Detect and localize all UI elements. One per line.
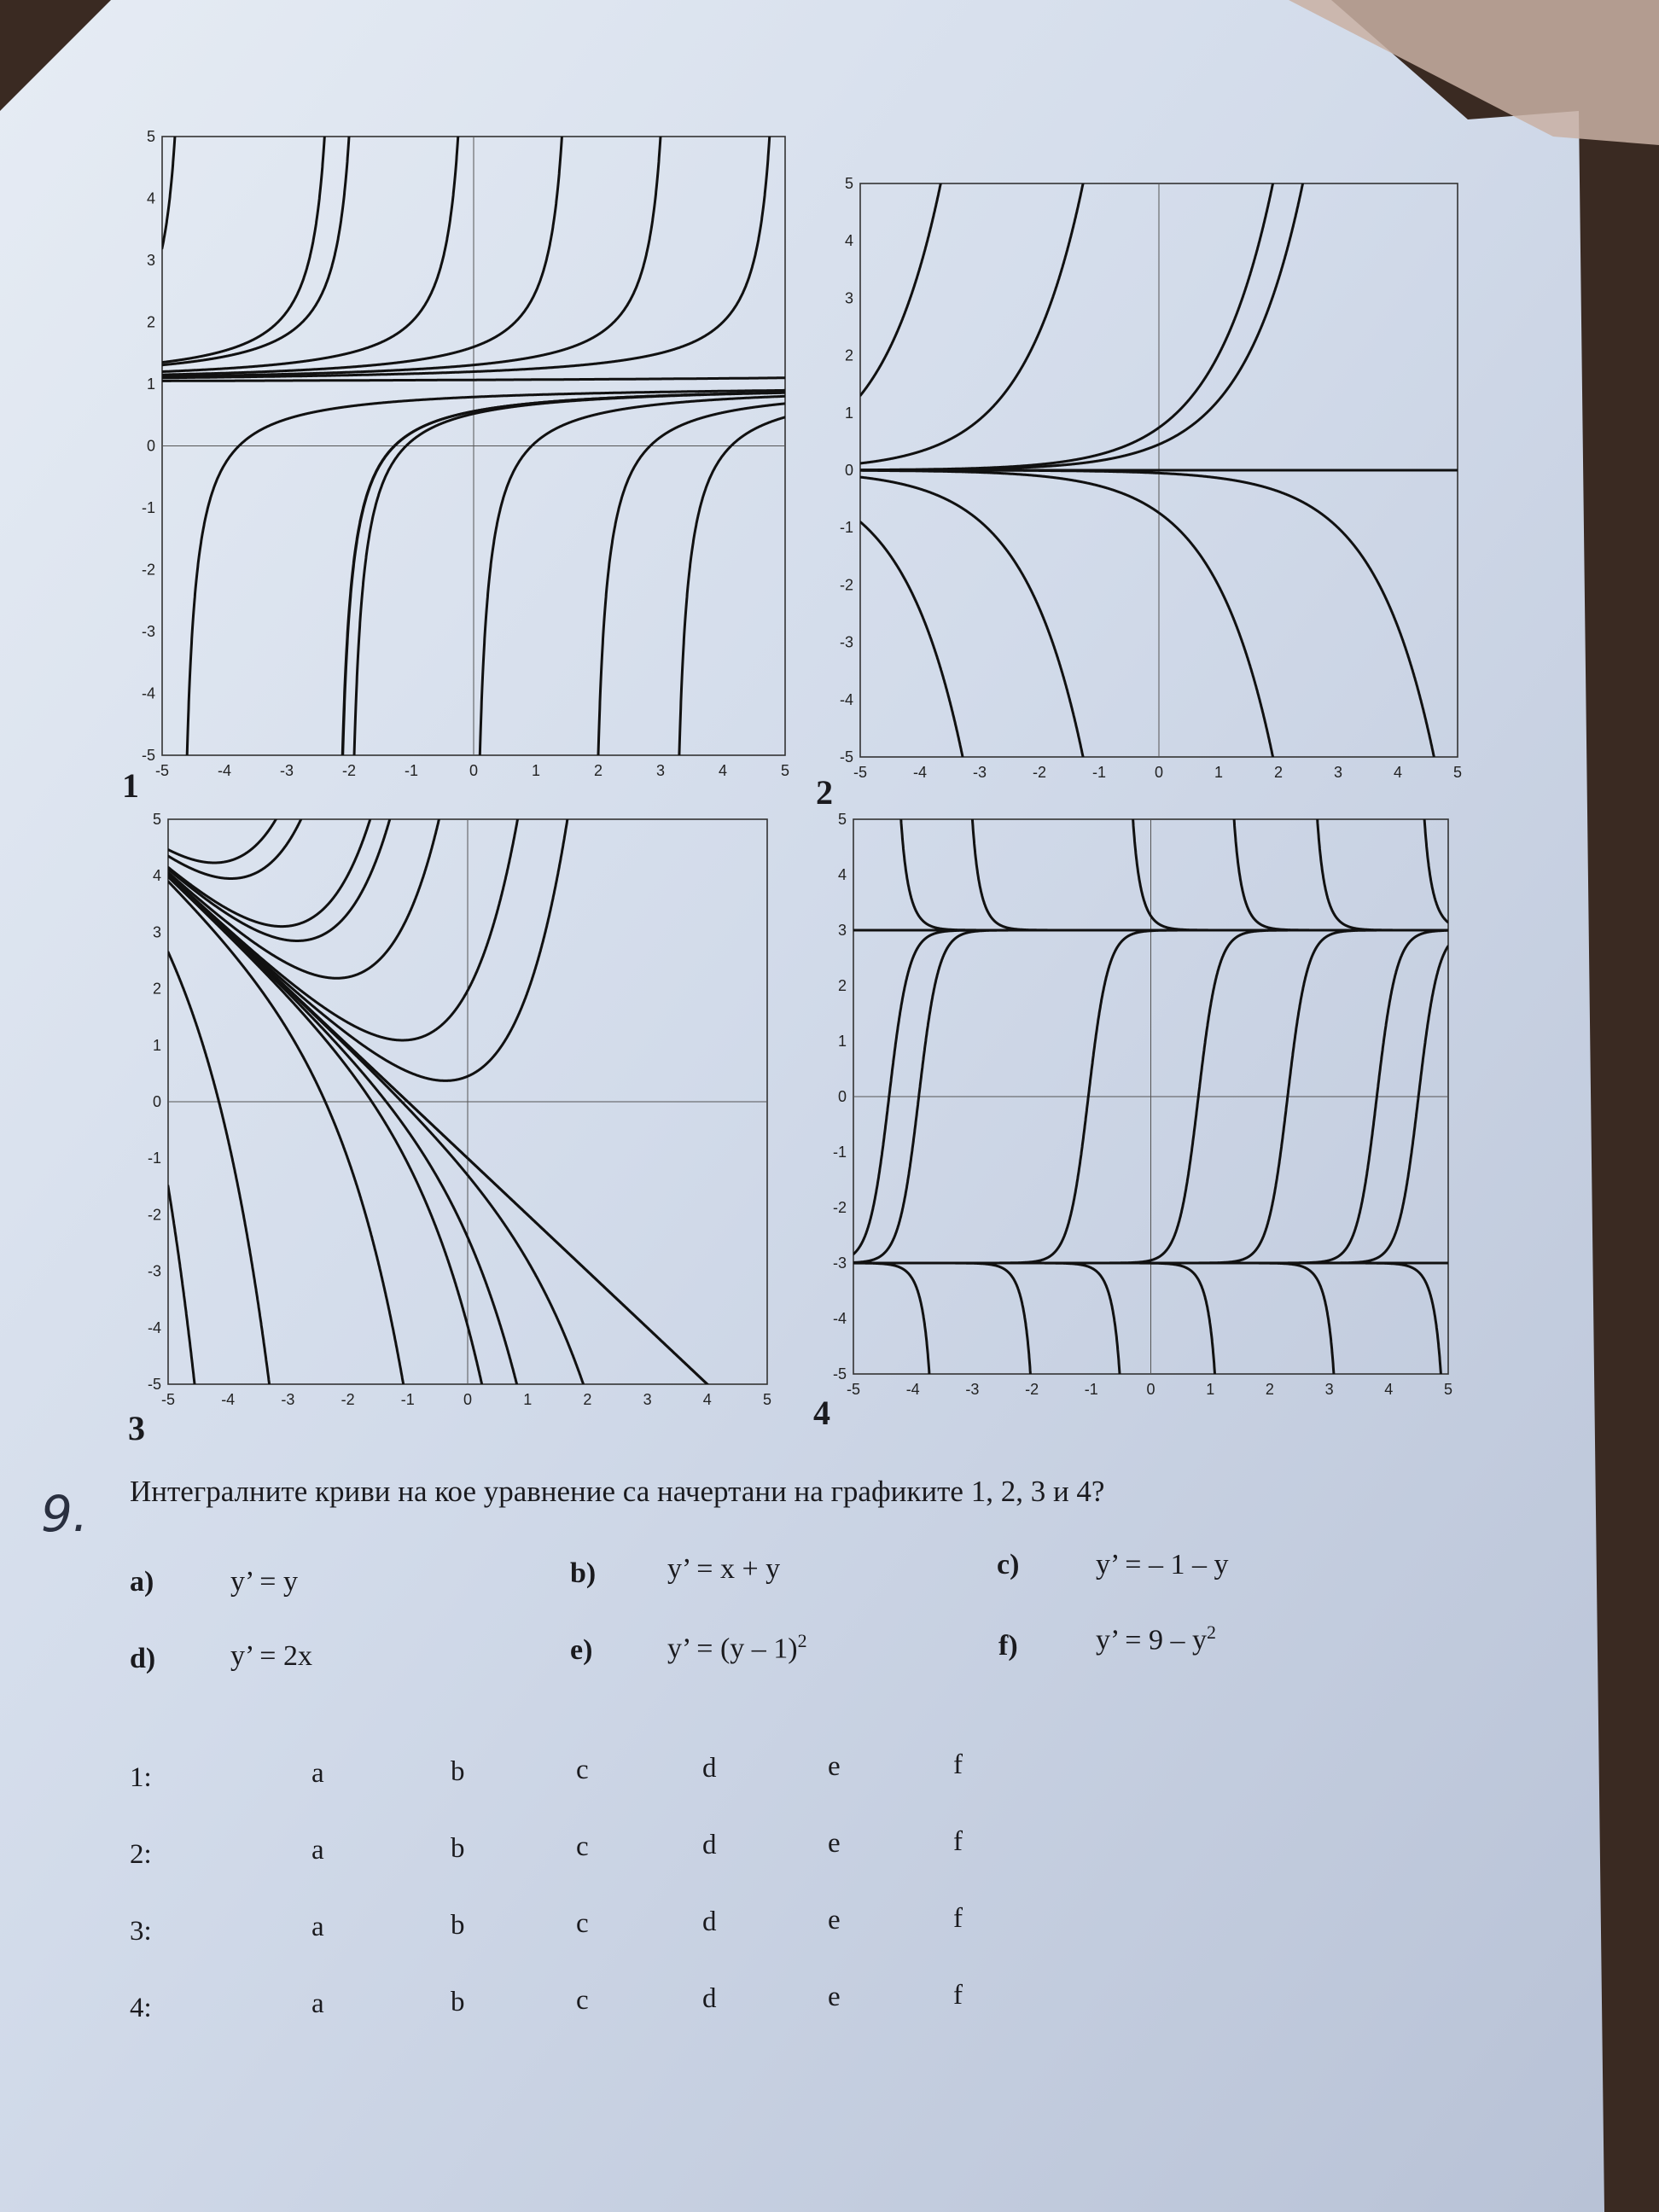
option-b-label: b) <box>570 1557 597 1589</box>
answer-row-4-choice-a[interactable]: a <box>311 1988 324 2019</box>
y-tick-label: -4 <box>839 690 853 708</box>
integral-curve-15 <box>678 417 786 795</box>
integral-curve-7 <box>860 477 1090 792</box>
x-tick-label: 1 <box>531 762 541 779</box>
x-tick-label: -2 <box>341 762 357 779</box>
y-tick-label: -5 <box>839 748 853 765</box>
answer-row-3-label: 3: <box>130 1916 152 1947</box>
option-e-equation-text: y’ = (y – 1) <box>667 1633 798 1665</box>
x-tick-label: 5 <box>1443 1381 1453 1398</box>
x-tick-label: -4 <box>912 764 928 781</box>
answer-row-4-label: 4: <box>130 1993 152 2023</box>
y-tick-label: 2 <box>844 346 853 364</box>
answer-row-1-choice-d[interactable]: d <box>702 1753 717 1784</box>
integral-curve-8 <box>168 952 274 1418</box>
y-tick-label: -1 <box>832 1144 847 1161</box>
chart-2-plot <box>839 175 1463 783</box>
x-tick-label: 0 <box>1146 1381 1155 1398</box>
x-tick-label: -2 <box>1025 1381 1039 1398</box>
chart-2 <box>839 175 1463 783</box>
y-tick-label: 4 <box>844 232 853 250</box>
y-tick-label: 2 <box>152 980 161 998</box>
y-tick-label: -3 <box>147 1262 161 1280</box>
y-tick-label: -2 <box>147 1206 161 1224</box>
y-tick-label: -3 <box>141 623 155 640</box>
y-tick-label: -5 <box>147 1376 161 1393</box>
x-tick-label: -1 <box>400 1391 415 1408</box>
y-tick-label: -1 <box>141 499 155 516</box>
y-tick-label: -5 <box>832 1365 847 1382</box>
option-a-label: a) <box>130 1566 154 1598</box>
answer-row-1-label: 1: <box>130 1762 152 1793</box>
y-tick-label: 1 <box>844 404 853 422</box>
answer-row-3-choice-f[interactable]: f <box>953 1903 963 1934</box>
integral-curve-3 <box>860 148 1280 470</box>
option-a-equation: y’ = y <box>230 1566 298 1598</box>
answer-row-3-choice-d[interactable]: d <box>702 1906 717 1937</box>
x-tick-label: -3 <box>279 762 294 779</box>
integral-curve-4 <box>162 96 564 375</box>
y-tick-label: -4 <box>141 684 155 702</box>
x-tick-label: 5 <box>780 762 790 779</box>
x-tick-label: 0 <box>1154 764 1164 781</box>
x-tick-label: -1 <box>1084 1381 1098 1398</box>
integral-curve-15 <box>853 1263 1033 1412</box>
y-tick-label: 3 <box>146 252 155 269</box>
option-e-equation <box>667 1630 807 1665</box>
x-tick-label: -1 <box>404 762 419 779</box>
option-f-label: f) <box>998 1630 1018 1662</box>
y-tick-label: 5 <box>837 811 847 828</box>
x-tick-label: -5 <box>160 1391 176 1408</box>
x-tick-label: 4 <box>1384 1381 1394 1398</box>
x-tick-label: 2 <box>583 1391 592 1408</box>
integral-curve-8 <box>860 148 1310 470</box>
x-tick-label: 1 <box>1214 764 1224 781</box>
answer-row-4-choice-d[interactable]: d <box>702 1983 717 2014</box>
chart-3 <box>147 811 772 1410</box>
option-d-label: d) <box>130 1643 156 1674</box>
x-tick-label: -3 <box>972 764 987 781</box>
integral-curve-1 <box>860 148 948 396</box>
option-d-equation: y’ = 2x <box>230 1640 312 1672</box>
x-tick-label: 1 <box>523 1391 533 1408</box>
integral-curve-10 <box>353 393 785 793</box>
option-e-exponent: 2 <box>797 1630 807 1651</box>
x-tick-label: -5 <box>846 1381 861 1398</box>
y-tick-label: 3 <box>844 289 853 307</box>
option-f-exponent: 2 <box>1206 1621 1216 1643</box>
y-tick-label: 0 <box>152 1093 161 1110</box>
chart-1-number: 1 <box>122 766 139 805</box>
question-text: Интегралните криви на кое уравнение са начертани на графиките 1, 2, 3 и 4? <box>130 1475 1105 1508</box>
answer-row-2-choice-b[interactable]: b <box>451 1833 465 1864</box>
x-tick-label: 5 <box>762 1391 772 1408</box>
x-tick-label: 3 <box>655 762 666 779</box>
integral-curve-14 <box>597 404 786 795</box>
y-tick-label: 3 <box>152 923 161 941</box>
x-tick-label: -3 <box>281 1391 295 1408</box>
x-tick-label: 0 <box>463 1391 473 1408</box>
answer-row-2-choice-e[interactable]: e <box>828 1828 841 1859</box>
integral-curve-5 <box>860 470 1280 792</box>
integral-curve-5 <box>162 97 772 377</box>
integral-curve-7 <box>168 882 410 1419</box>
y-tick-label: -1 <box>147 1150 161 1167</box>
option-f-equation-text: y’ = 9 – y <box>1096 1624 1207 1656</box>
integral-curve-3 <box>162 97 461 371</box>
chart-4-number: 4 <box>813 1394 830 1432</box>
y-tick-label: -5 <box>141 747 155 764</box>
x-tick-label: -1 <box>1091 764 1107 781</box>
chart-4-plot <box>832 811 1453 1400</box>
answer-row-2-label: 2: <box>130 1839 152 1870</box>
chart-1-plot <box>141 128 790 781</box>
x-tick-label: 3 <box>643 1391 652 1408</box>
x-tick-label: -5 <box>154 762 170 779</box>
y-tick-label: 5 <box>146 128 155 145</box>
x-tick-label: -4 <box>221 1391 236 1408</box>
answer-row-1-choice-e[interactable]: e <box>828 1751 841 1782</box>
x-tick-label: 4 <box>702 1391 712 1408</box>
integral-curve-11 <box>186 390 785 795</box>
answer-row-3-choice-a[interactable]: a <box>311 1912 324 1942</box>
x-tick-label: -3 <box>965 1381 980 1398</box>
answer-row-1-choice-b[interactable]: b <box>451 1756 465 1787</box>
x-tick-label: 3 <box>1333 764 1343 781</box>
x-tick-label: 2 <box>1265 1381 1274 1398</box>
answer-row-1-choice-f[interactable]: f <box>953 1749 963 1780</box>
x-tick-label: 2 <box>1273 764 1284 781</box>
integral-curve-9 <box>860 470 1441 792</box>
integral-curve-12 <box>342 393 786 795</box>
chart-3-plot <box>147 811 772 1410</box>
y-tick-label: -1 <box>839 519 853 537</box>
integral-curve-4 <box>168 785 524 1040</box>
y-tick-label: 2 <box>837 977 847 994</box>
x-tick-label: 5 <box>1452 764 1463 781</box>
y-tick-label: -4 <box>832 1310 847 1327</box>
integral-curve-2 <box>860 148 1090 463</box>
answer-row-4-choice-f[interactable]: f <box>953 1980 963 2011</box>
option-c-equation: y’ = – 1 – y <box>1096 1549 1229 1580</box>
answer-row-3-choice-c[interactable]: c <box>576 1908 589 1939</box>
y-tick-label: 1 <box>146 375 155 393</box>
integral-curve-16 <box>853 1263 1122 1412</box>
y-tick-label: 4 <box>146 189 155 207</box>
answer-row-2-choice-f[interactable]: f <box>953 1826 963 1857</box>
x-tick-label: -2 <box>341 1391 355 1408</box>
answer-row-4-choice-b[interactable]: b <box>451 1987 465 2017</box>
option-e-label: e) <box>570 1634 593 1666</box>
answer-row-4-choice-e[interactable]: e <box>828 1982 841 2012</box>
option-b-equation: y’ = x + y <box>667 1553 781 1585</box>
x-tick-label: -4 <box>217 762 232 779</box>
x-tick-label: 4 <box>718 762 728 779</box>
y-tick-label: 0 <box>844 462 853 479</box>
answer-row-2-choice-a[interactable]: a <box>311 1835 324 1866</box>
y-tick-label: -3 <box>832 1254 847 1272</box>
x-tick-label: 3 <box>1324 1381 1334 1398</box>
answer-row-2-choice-d[interactable]: d <box>702 1830 717 1860</box>
y-tick-label: 0 <box>837 1088 847 1105</box>
x-tick-label: -4 <box>905 1381 920 1398</box>
y-tick-label: 3 <box>837 922 847 939</box>
option-f-equation <box>1096 1621 1216 1656</box>
integral-curve-9 <box>341 393 785 800</box>
x-tick-label: 4 <box>1393 764 1403 781</box>
y-tick-label: 4 <box>837 866 847 883</box>
x-tick-label: 0 <box>469 762 479 779</box>
y-tick-label: 0 <box>146 437 155 455</box>
answer-row-4-choice-c[interactable]: c <box>576 1985 589 2016</box>
integral-curve-6 <box>168 876 490 1418</box>
x-tick-label: -5 <box>853 764 868 781</box>
option-c-label: c) <box>997 1549 1020 1580</box>
y-tick-label: 1 <box>837 1033 847 1050</box>
answer-row-1-choice-c[interactable]: c <box>576 1755 589 1785</box>
y-tick-label: -2 <box>839 576 853 594</box>
answer-row-3-choice-e[interactable]: e <box>828 1905 841 1936</box>
y-tick-label: -3 <box>839 633 853 651</box>
answer-row-2-choice-c[interactable]: c <box>576 1831 589 1862</box>
chart-4 <box>832 811 1453 1400</box>
y-tick-label: 5 <box>152 811 161 828</box>
x-tick-label: 2 <box>593 762 603 779</box>
answer-row-3-choice-b[interactable]: b <box>451 1910 465 1941</box>
y-tick-label: -2 <box>832 1199 847 1216</box>
y-tick-label: 5 <box>844 175 853 192</box>
chart-3-number: 3 <box>128 1409 145 1447</box>
answer-row-1-choice-a[interactable]: a <box>311 1758 324 1789</box>
chart-1 <box>141 128 790 781</box>
y-tick-label: 2 <box>146 313 155 331</box>
y-tick-label: 1 <box>152 1036 161 1054</box>
y-tick-label: 4 <box>152 867 161 885</box>
question-number: 9. <box>41 1485 89 1543</box>
y-tick-label: -2 <box>141 561 155 579</box>
integral-curve-6 <box>860 521 969 793</box>
y-tick-label: -4 <box>147 1318 161 1336</box>
x-tick-label: -2 <box>1032 764 1047 781</box>
chart-2-number: 2 <box>816 773 833 812</box>
x-tick-label: 1 <box>1206 1381 1215 1398</box>
integral-curve-13 <box>479 396 785 795</box>
